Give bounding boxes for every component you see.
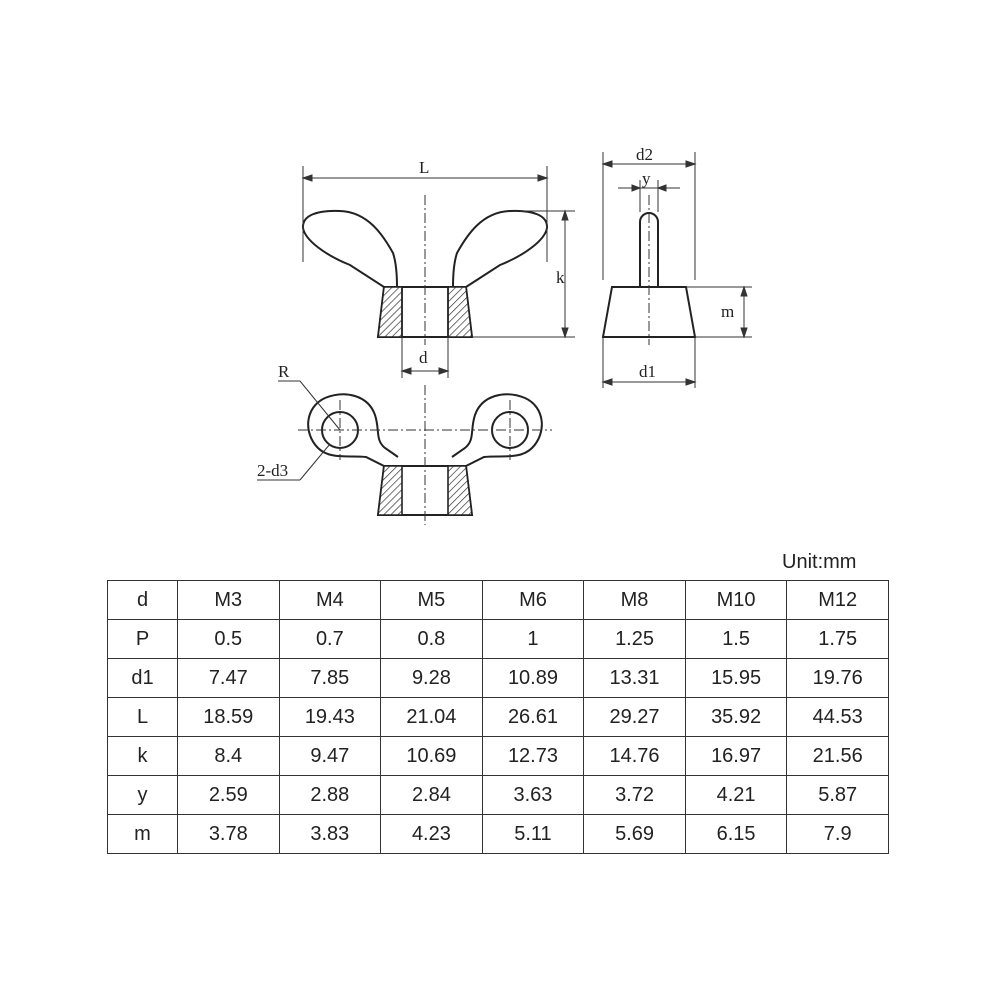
table-row <box>108 620 889 659</box>
table-cell: 7.9 <box>787 815 889 854</box>
table-cell: 3.83 <box>279 815 381 854</box>
table-cell: 9.47 <box>279 737 381 776</box>
table-cell: M12 <box>787 581 889 620</box>
table-cell: 3.78 <box>178 815 280 854</box>
table-cell: 13.31 <box>584 659 686 698</box>
label-d2: d2 <box>636 145 653 164</box>
table-cell: 1.5 <box>685 620 787 659</box>
table-cell: 4.23 <box>381 815 483 854</box>
table-cell: 2.88 <box>279 776 381 815</box>
table-cell: 8.4 <box>178 737 280 776</box>
table-cell: 1.75 <box>787 620 889 659</box>
table-cell: M6 <box>482 581 584 620</box>
table-cell: 14.76 <box>584 737 686 776</box>
table-cell: 9.28 <box>381 659 483 698</box>
table-cell: 7.47 <box>178 659 280 698</box>
row-header: L <box>108 698 178 737</box>
row-header: d <box>108 581 178 620</box>
row-header: m <box>108 815 178 854</box>
table-cell: M10 <box>685 581 787 620</box>
table-cell: 29.27 <box>584 698 686 737</box>
table-cell: 4.21 <box>685 776 787 815</box>
table-cell: 0.7 <box>279 620 381 659</box>
label-d3: 2-d3 <box>257 461 289 480</box>
table-cell: 7.85 <box>279 659 381 698</box>
table-cell: 0.5 <box>178 620 280 659</box>
table-cell: 1.25 <box>584 620 686 659</box>
table-cell: 2.84 <box>381 776 483 815</box>
table-cell: 5.69 <box>584 815 686 854</box>
table-cell: 1 <box>482 620 584 659</box>
table-row <box>108 815 889 854</box>
unit-label: Unit:mm <box>782 551 857 573</box>
row-header: y <box>108 776 178 815</box>
dimension-m <box>686 287 752 337</box>
table-cell: 3.63 <box>482 776 584 815</box>
row-header: d1 <box>108 659 178 698</box>
table-cell: 0.8 <box>381 620 483 659</box>
label-y: y <box>642 169 651 188</box>
table-cell: 19.76 <box>787 659 889 698</box>
table-cell: M4 <box>279 581 381 620</box>
table-cell: 16.97 <box>685 737 787 776</box>
left-section-hatch <box>378 287 402 337</box>
table-cell: 26.61 <box>482 698 584 737</box>
table-cell: 35.92 <box>685 698 787 737</box>
table-row <box>108 698 889 737</box>
table-cell: 19.43 <box>279 698 381 737</box>
table-cell: 21.04 <box>381 698 483 737</box>
label-k: k <box>556 268 565 287</box>
label-L: L <box>419 158 430 177</box>
table-cell: M8 <box>584 581 686 620</box>
table-cell: M3 <box>178 581 280 620</box>
dimension-table <box>107 580 889 854</box>
left-wing-outline <box>303 211 397 287</box>
table-cell: 15.95 <box>685 659 787 698</box>
table-cell: 10.69 <box>381 737 483 776</box>
label-R: R <box>278 362 290 381</box>
table-cell: M5 <box>381 581 483 620</box>
table-cell: 10.89 <box>482 659 584 698</box>
table-row <box>108 737 889 776</box>
table-cell: 5.87 <box>787 776 889 815</box>
plan-left-hatch <box>378 466 402 515</box>
table-cell: 12.73 <box>482 737 584 776</box>
table-cell: 3.72 <box>584 776 686 815</box>
table-row <box>108 659 889 698</box>
table-cell: 6.15 <box>685 815 787 854</box>
label-d1: d1 <box>639 362 656 381</box>
row-header: P <box>108 620 178 659</box>
plan-right-hatch <box>448 466 472 515</box>
right-wing-outline <box>453 211 547 287</box>
label-d: d <box>419 348 428 367</box>
table-cell: 44.53 <box>787 698 889 737</box>
table-cell: 21.56 <box>787 737 889 776</box>
table-cell: 5.11 <box>482 815 584 854</box>
table-cell: 2.59 <box>178 776 280 815</box>
label-m: m <box>721 302 735 321</box>
table-row <box>108 776 889 815</box>
table-cell: 18.59 <box>178 698 280 737</box>
right-section-hatch <box>448 287 472 337</box>
table-row <box>108 581 889 620</box>
row-header: k <box>108 737 178 776</box>
